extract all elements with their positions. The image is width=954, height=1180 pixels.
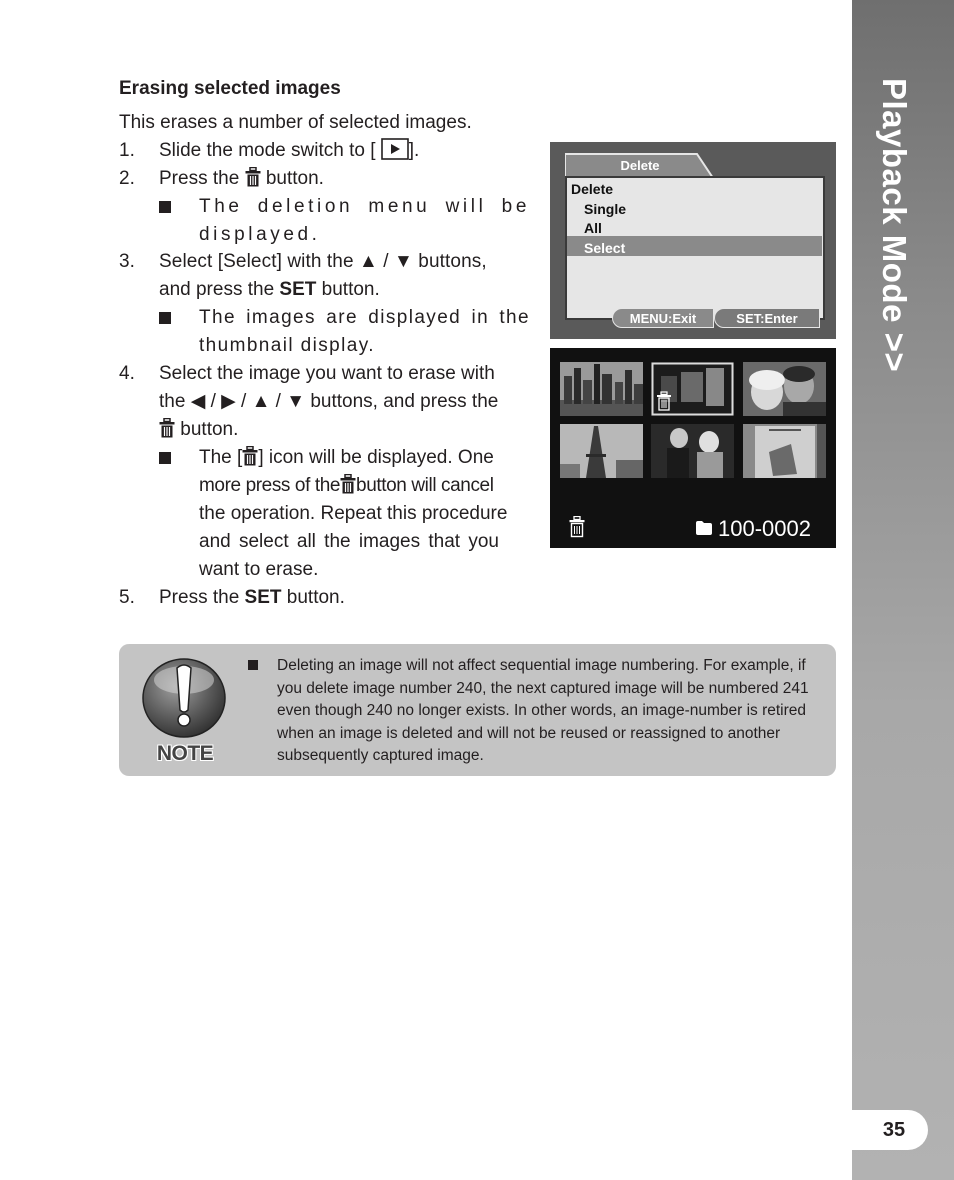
step-3-note: The images are displayed in the thumbnail display. [199,307,530,356]
step-2-note: The deletion menu will be displayed. [199,196,530,245]
step-3-number: 3. [119,251,135,272]
step-4-number: 4. [119,363,135,384]
menu-enter-button[interactable]: SET:Enter [714,308,820,328]
trash-icon [159,418,175,438]
step-5-text: Press the SET button. [159,587,345,608]
step-4-line-2: the ◀ / ▶ / ▲ / ▼ buttons, and press the [159,391,499,412]
step-4-note-line-5: want to erase. [199,559,319,580]
trash-icon [340,474,356,494]
side-tab-title: Playback Mode >> [876,78,913,373]
step-2-text: Press the button. [159,168,324,189]
step-4-line-3: button. [159,416,238,444]
trash-icon [242,446,258,466]
menu-exit-button[interactable]: MENU:Exit [612,308,714,328]
bullet [248,660,258,670]
menu-item-all[interactable]: All [584,220,602,236]
menu-title: Delete [571,181,614,197]
page-number: 35 [852,1110,928,1150]
step-4-note-line-4: and select all the images that you [199,531,500,552]
step-1-number: 1. [119,140,135,161]
bullet [159,452,171,464]
section-heading: Erasing selected images [119,78,341,99]
bullet [159,201,171,213]
thumbnail-marked[interactable] [651,362,734,416]
step-1-text: Slide the mode switch to [ ]. [159,140,420,161]
thumbnail-book[interactable] [743,424,826,478]
exclamation-icon [142,658,228,742]
note-text: Deleting an image will not affect sequential image numbering. For example, if you delete image number 240, the next captured image will be numbered 241 even though 240 no longer exists. In other words, an image-number is retired when an image is deleted and will not be reused or reassigned to another subsequently captured image. [277,657,809,764]
step-5-number: 5. [119,587,135,608]
thumbnail-eiffel[interactable] [560,424,643,478]
menu-tab-label: Delete [620,158,660,173]
trash-icon [569,516,585,538]
menu-item-single[interactable]: Single [584,201,627,217]
step-4-note-line-3: the operation. Repeat this procedure [199,503,508,524]
step-4-note-line-2: more press of the button will cancel [199,475,494,496]
note-label: NOTE [156,742,214,765]
menu-item-select[interactable]: Select [584,240,626,256]
folder-icon [695,520,713,536]
thumbnail-family[interactable] [743,362,826,416]
trash-icon [245,167,261,187]
bullet [159,312,171,324]
step-2-number: 2. [119,168,135,189]
step-4-line-1: Select the image you want to erase with [159,363,495,384]
thumbnail-city[interactable] [560,362,643,416]
thumbnail-couple[interactable] [651,424,734,478]
step-3-line-2: and press the SET button. [159,279,380,300]
play-icon [381,138,409,160]
folder-number: 100-0002 [718,516,811,541]
step-3-line-1: Select [Select] with the ▲ / ▼ buttons, [159,251,487,272]
step-4-note-line-1: The [ ] icon will be displayed. One [199,447,494,468]
intro-text: This erases a number of selected images. [119,112,472,133]
